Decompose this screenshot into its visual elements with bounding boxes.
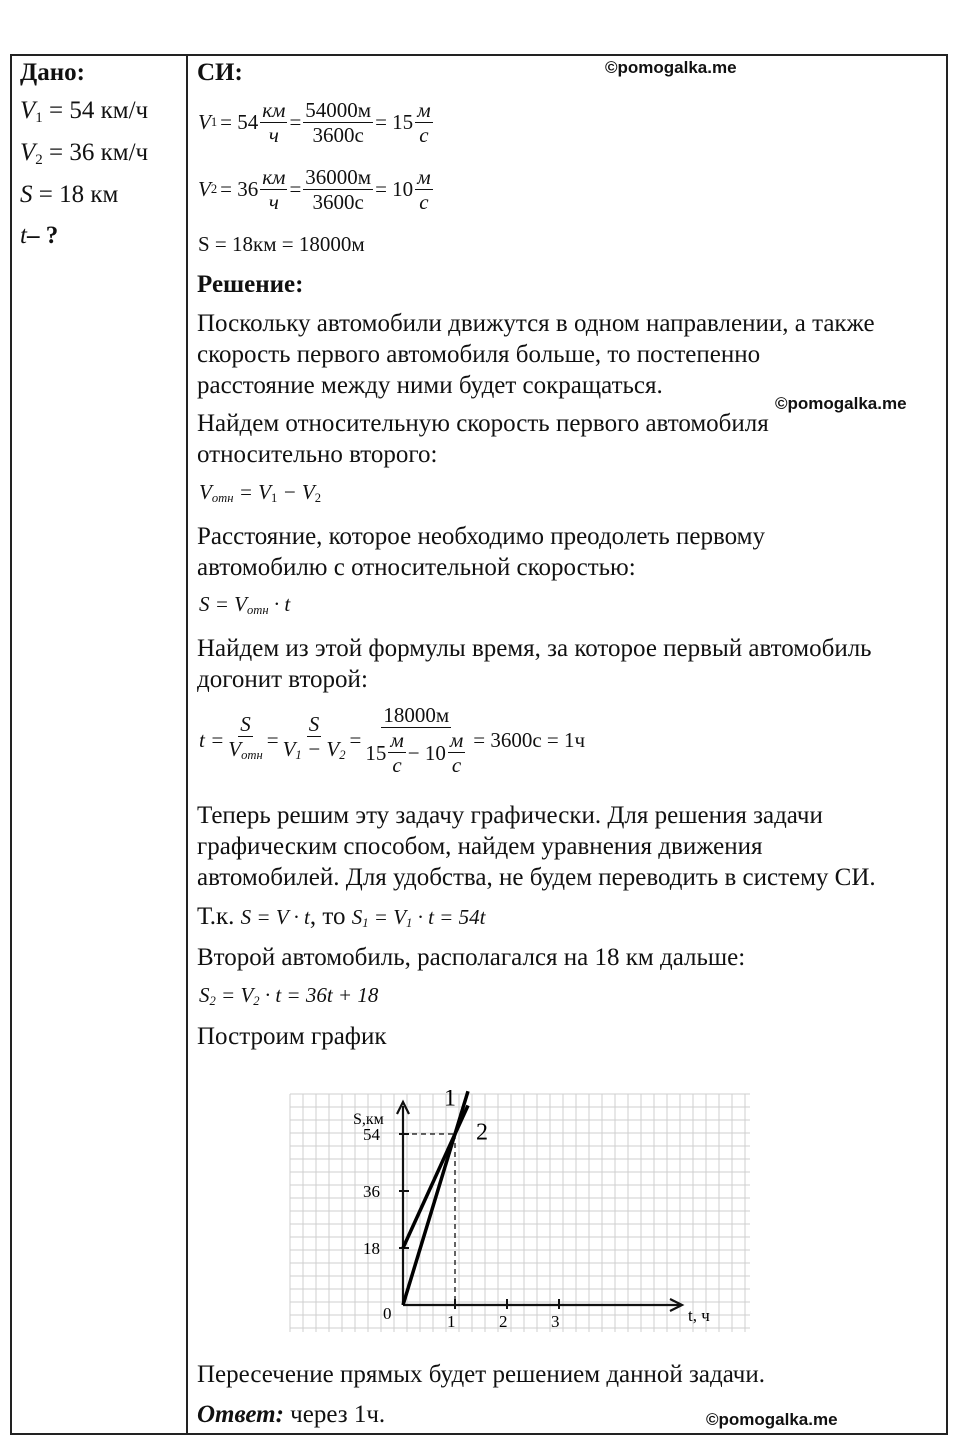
given-s: S = 18 км	[20, 181, 119, 208]
si-v2-formula: V 2 = 36 $\frac{км}{ч}$ = $\frac{36000м}{3600с}$ = 10 $\frac{м}{с}$	[198, 165, 431, 214]
motion-graph	[285, 1090, 755, 1336]
y-tick-label: 36	[363, 1182, 380, 1201]
given-v2: $V_2 = 36$ км/ч	[20, 139, 149, 168]
line-tk: Т.к. S = V · t, то $S_1 = V_1 \cdot t = 54t$	[197, 903, 486, 931]
x-tick-label: 2	[499, 1312, 508, 1331]
formula-relative-velocity: $V_{отн} = V_1 - V_2$	[199, 480, 322, 506]
solution-title: Решение:	[197, 271, 304, 298]
formula-time: t = $\frac{S}{V_{отн}}$ = $\frac{S}{V_1 - V_2}$ = 18000м 15 $\frac{м}{с}$ − 10 $\frac{м}{с}$ = 3600с = 1ч	[199, 703, 586, 777]
paragraph-1: Поскольку автомобили движутся в одном направлении, а также скорость первого автомобиля больше, то постепенно расстояние между ними будет сокращаться.	[197, 310, 875, 399]
given-unknown: t– ?	[20, 222, 59, 249]
paragraph-5: Теперь решим эту задачу графически. Для решения задачи графическим способом, найдем уравнения движения автомобилей. Для удобства, не будем переводить в систему СИ.	[197, 802, 876, 891]
series-label-2: 2	[476, 1119, 488, 1146]
paragraph-3: Расстояние, которое необходимо преодолеть первому автомобилю с относительной скоростью:	[197, 523, 765, 581]
formula-distance: $S = V_{отн} \cdot t$	[199, 592, 291, 618]
answer: Ответ: через 1ч.	[197, 1401, 386, 1428]
given-title: Дано:	[20, 59, 85, 86]
column-divider	[186, 54, 188, 1435]
x-axis-label: t, ч	[688, 1306, 710, 1325]
si-v1-formula: V 1 = 54 $\frac{км}{ч}$ = $\frac{54000м}{3600с}$ = 15 $\frac{м}{с}$	[198, 98, 431, 147]
paragraph-7: Построим график	[197, 1023, 387, 1050]
y-axis-label: S,км	[353, 1111, 384, 1128]
series-line-2	[403, 1106, 468, 1249]
watermark: ©pomogalka.me	[706, 1410, 838, 1429]
si-title: СИ:	[197, 59, 243, 86]
y-tick-label: 54	[363, 1125, 380, 1144]
watermark: ©pomogalka.me	[775, 394, 907, 413]
si-s-formula: S = 18км = 18000м	[198, 232, 365, 256]
paragraph-8: Пересечение прямых будет решением данной задачи.	[197, 1361, 766, 1388]
series-label-1: 1	[444, 1090, 456, 1112]
given-v1: $V_1 = 54$ км/ч	[20, 97, 149, 126]
y-tick-label: 18	[363, 1239, 380, 1258]
origin-label: 0	[383, 1304, 392, 1323]
x-tick-label: 1	[447, 1312, 456, 1331]
chart-grid	[290, 1094, 750, 1332]
watermark: ©pomogalka.me	[605, 58, 737, 77]
paragraph-4: Найдем из этой формулы время, за которое первый автомобиль догонит второй:	[197, 635, 872, 693]
formula-s2: $S_2 = V_2 \cdot t = 36t + 18$	[199, 983, 379, 1009]
paragraph-2: Найдем относительную скорость первого автомобиля относительно второго:	[197, 410, 769, 468]
x-tick-label: 3	[551, 1312, 560, 1331]
paragraph-6: Второй автомобиль, располагался на 18 км дальше:	[197, 944, 746, 971]
